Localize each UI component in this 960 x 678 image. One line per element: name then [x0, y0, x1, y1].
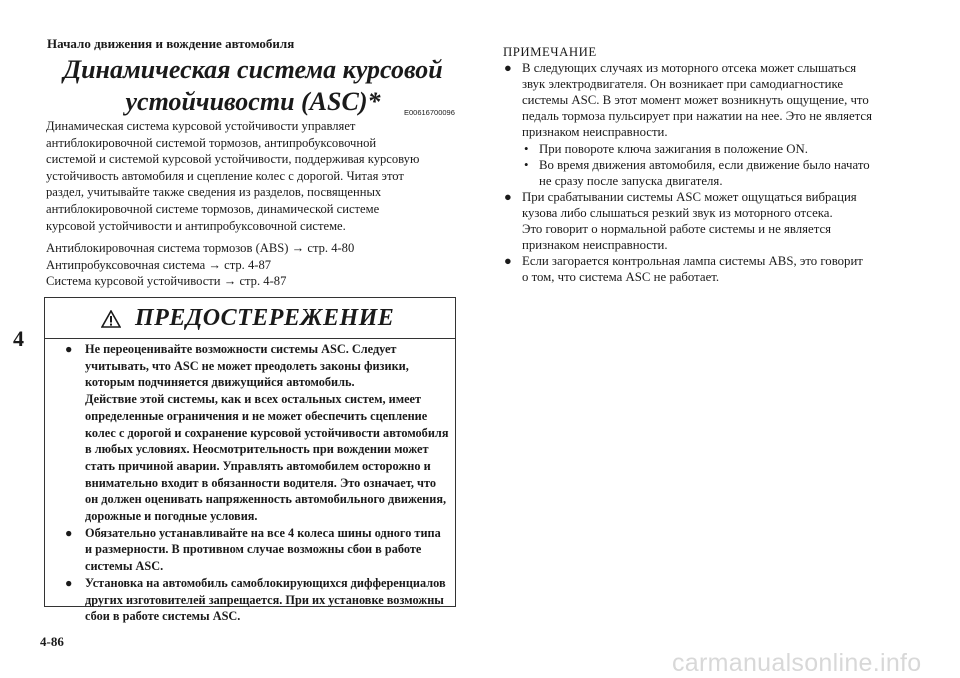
note-item: ● При срабатывании системы ASC может ощущаться вибрация кузова либо слышаться резкий звук из моторного отсека. Это говорит о нормальной работе системы и не является признаком неисправности.	[504, 189, 857, 253]
reference-traction[interactable]: Антипробуксовочная система → стр. 4-87	[46, 257, 272, 272]
warning-item: ● Не переоценивайте возможности системы ASC. Следует учитывать, что ASC не может преодолеть законы физики, которым подчиняется движущийся автомобиль. Действие этой системы, как и всех остальных систем, имеет определенные ограничения и не может обеспечить сцепление колес с дорогой и сохранение курсовой устойчивости автомобиля в любых условиях. Неосмотрительность при вождении может стать причиной аварии. Управлять автомобилем осторожно и внимательно входит в обязанности водителя. Это означает, что он должен оценивать напряженность автомобильного движения, дорожные и погодные условия.	[65, 342, 449, 524]
watermark: carmanualsonline.info	[672, 649, 922, 677]
intro-paragraph	[46, 118, 458, 234]
warning-item: ● Обязательно устанавливайте на все 4 колеса шины одного типа и размерности. В противном случае возможны сбои в работе системы ASC.	[65, 525, 441, 574]
intro-line: антиблокировочной системе тормозов, динамической системе	[46, 201, 380, 216]
intro-line: антиблокировочной системой тормозов, антипробуксовочной	[46, 135, 377, 150]
warning-title: ПРЕДОСТЕРЕЖЕНИЕ	[135, 305, 395, 331]
intro-line: раздел, учитывайте также сведения из разделов, посвященных	[46, 185, 382, 200]
warning-item: ● Установка на автомобиль самоблокирующихся дифференциалов других изготовителей запрещается. При их установке возможны сбои в работе системы ASC.	[65, 575, 446, 624]
section-title	[46, 54, 460, 118]
intro-line: курсовой устойчивости и антипробуксовочной системе.	[46, 218, 346, 233]
note-subitem: • Во время движения автомобиля, если движение было начато не сразу после запуска двигателя.	[524, 157, 870, 188]
running-header: Начало движения и вождение автомобиля	[47, 36, 295, 51]
section-title-line2: устойчивости (ASC)*	[125, 87, 381, 116]
section-code: E00616700096	[404, 108, 455, 117]
section-title-line1: Динамическая система курсовой	[63, 55, 443, 84]
note-section	[494, 44, 914, 285]
chapter-tab: 4	[13, 326, 24, 351]
page-number: 4-86	[40, 634, 64, 649]
note-label: ПРИМЕЧАНИЕ	[503, 45, 597, 59]
small-bullet-icon: •	[524, 157, 529, 172]
intro-line: Динамическая система курсовой устойчивости управляет	[46, 119, 356, 133]
bullet-icon: ●	[65, 525, 73, 540]
bullet-icon: ●	[504, 189, 512, 204]
intro-line: устойчивость автомобиля и сцепление колес с дорогой. Читая этот	[46, 168, 404, 183]
note-subitem: • При повороте ключа зажигания в положение ON.	[524, 141, 808, 156]
reference-abs[interactable]: Антиблокировочная система тормозов (ABS) → стр. 4-80	[46, 241, 355, 255]
reference-stability[interactable]: Система курсовой устойчивости → стр. 4-87	[46, 274, 287, 289]
intro-line: системой и системой курсовой устойчивости, поддерживая курсовую	[46, 152, 420, 167]
warning-body	[65, 341, 449, 625]
small-bullet-icon: •	[524, 141, 529, 156]
bullet-icon: ●	[504, 61, 512, 76]
bullet-icon: ●	[65, 342, 73, 356]
page-references	[46, 240, 458, 290]
warning-triangle-icon	[101, 310, 121, 328]
note-item: ● Если загорается контрольная лампа системы ABS, это говорит о том, что система ASC не работает.	[504, 254, 863, 285]
bullet-icon: ●	[504, 254, 512, 269]
bullet-icon: ●	[65, 575, 73, 590]
warning-box	[44, 297, 456, 624]
note-item: ● В следующих случаях из моторного отсека может слышаться звук электродвигателя. Он возникает при самодиагностике системы ASC. В этот момент может возникнуть ощущение, что педаль тормоза пульсирует при нажатии на нее. Это не является признаком неисправности.	[504, 61, 872, 140]
warning-header	[45, 298, 455, 339]
